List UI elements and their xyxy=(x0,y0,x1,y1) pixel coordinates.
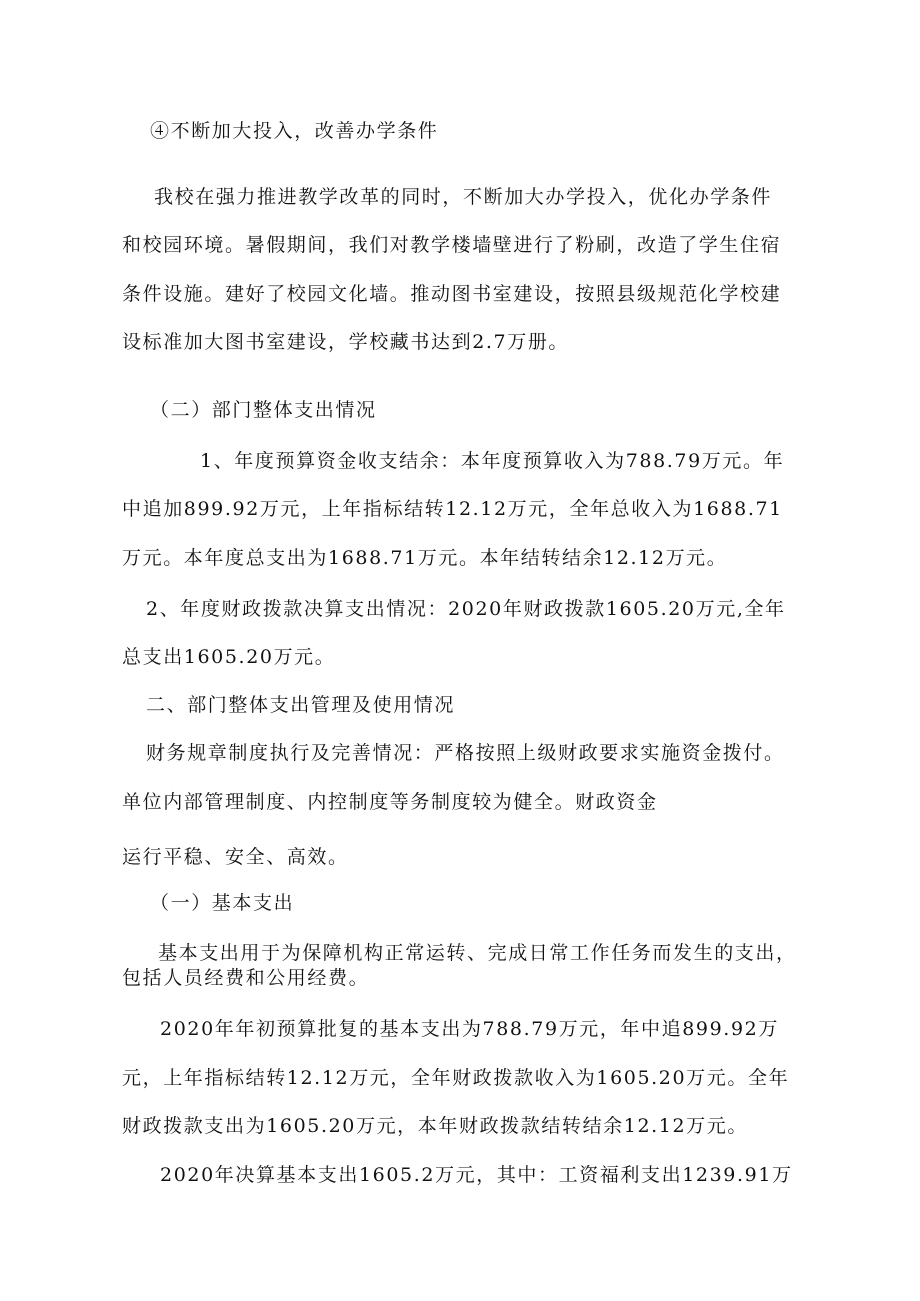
paragraph-line: 单位内部管理制度、内控制度等务制度较为健全。财政资金 xyxy=(122,791,658,813)
paragraph-line: 基本支出用于为保障机构正常运转、完成日常工作任务而发生的支出， xyxy=(158,942,797,964)
paragraph-line: 总支出1605.20万元。 xyxy=(122,646,336,668)
paragraph-line: 财政拨款支出为1605.20万元，本年财政拨款结转结余12.12万元。 xyxy=(122,1115,748,1137)
section-heading-overall-expenditure: （二）部门整体支出情况 xyxy=(150,399,377,421)
paragraph-line: 1、年度预算资金收支结余：本年度预算收入为788.79万元。年 xyxy=(200,450,785,472)
paragraph-line: 和校园环境。暑假期间，我们对教学楼墙壁进行了粉刷，改造了学生住宿 xyxy=(122,234,782,256)
section-heading-basic-expenditure: （一）基本支出 xyxy=(150,892,295,914)
section-heading-investment: ④不断加大投入，改善办学条件 xyxy=(150,120,439,142)
paragraph-line: 财务规章制度执行及完善情况：严格按照上级财政要求实施资金拨付。 xyxy=(146,742,785,764)
paragraph-line: 包括人员经费和公用经费。 xyxy=(122,967,370,989)
paragraph-line: 2020年决算基本支出1605.2万元，其中：工资福利支出1239.91万 xyxy=(160,1164,793,1186)
section-heading-management: 二、部门整体支出管理及使用情况 xyxy=(146,694,456,716)
paragraph-line: 2020年年初预算批复的基本支出为788.79万元，年中追899.92万 xyxy=(160,1018,779,1040)
paragraph-line: 条件设施。建好了校园文化墙。推动图书室建设，按照县级规范化学校建 xyxy=(122,283,782,305)
paragraph-line: 元，上年指标结转12.12万元，全年财政拨款收入为1605.20万元。全年 xyxy=(122,1067,790,1089)
paragraph-line: 运行平稳、安全、高效。 xyxy=(122,846,349,868)
paragraph-line: 设标准加大图书室建设，学校藏书达到2.7万册。 xyxy=(122,331,570,353)
paragraph-line: 2、年度财政拨款决算支出情况：2020年财政拨款1605.20万元,全年 xyxy=(146,598,786,620)
paragraph-line: 中追加899.92万元，上年指标结转12.12万元，全年总收入为1688.71 xyxy=(122,498,783,520)
paragraph-line: 万元。本年度总支出为1688.71万元。本年结转结余12.12万元。 xyxy=(122,547,728,569)
paragraph-line: 我校在强力推进教学改革的同时，不断加大办学投入，优化办学条件 xyxy=(154,186,773,208)
